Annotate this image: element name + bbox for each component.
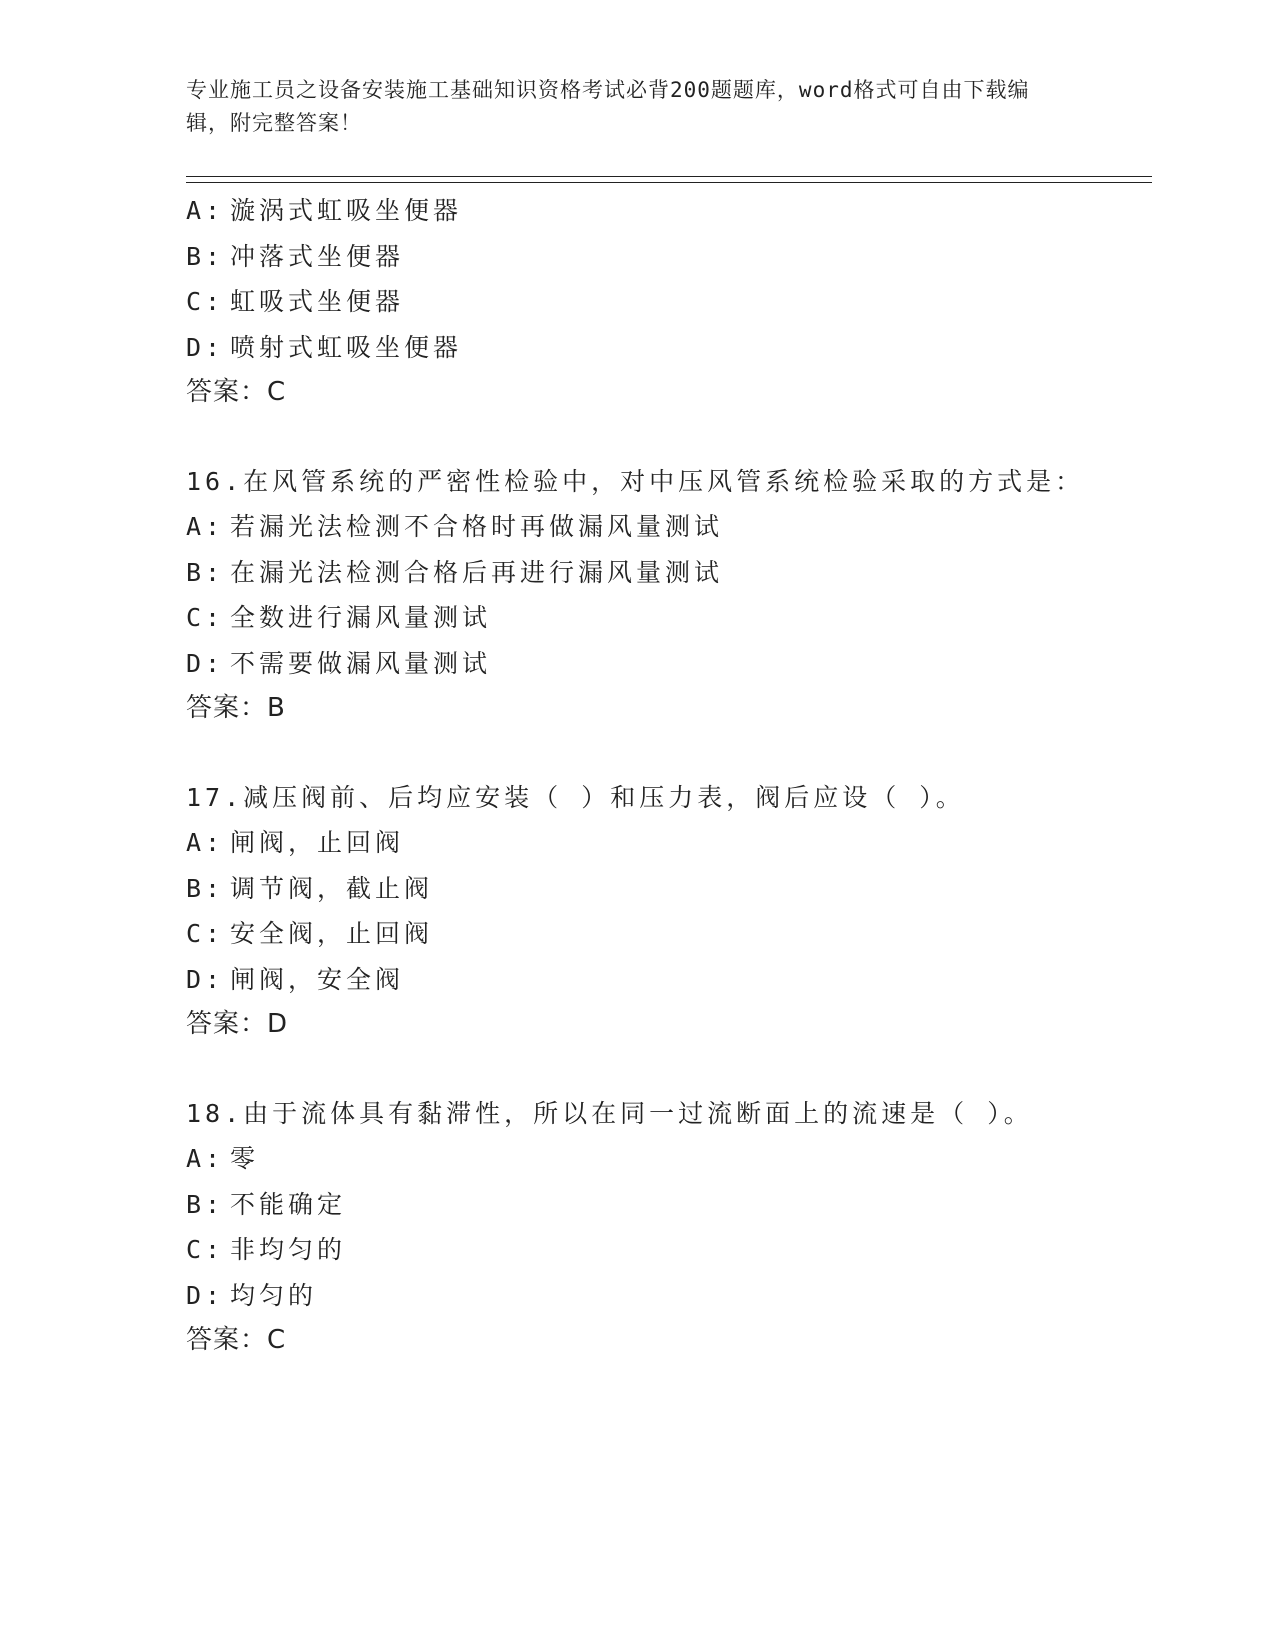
option-b <box>186 866 1152 912</box>
option-text: 全数进行漏风量测试 <box>230 603 492 632</box>
option-d <box>186 1273 1152 1319</box>
header-divider-bottom <box>186 182 1152 183</box>
option-b <box>186 550 1152 596</box>
spacer <box>186 732 1152 775</box>
answer-line: 答案：C <box>186 1325 287 1355</box>
option-a <box>186 188 1152 234</box>
option-label: D: <box>186 648 225 678</box>
option-text: 喷射式虹吸坐便器 <box>230 332 463 362</box>
option-text: 漩涡式虹吸坐便器 <box>230 196 463 225</box>
option-text: 非均匀的 <box>230 1235 347 1264</box>
option-c <box>186 1227 1152 1273</box>
spacer <box>186 1048 1152 1091</box>
option-text: 在漏光法检测合格后再进行漏风量测试 <box>230 557 724 587</box>
option-text: 安全阀，止回阀 <box>230 919 434 948</box>
option-a <box>186 1136 1152 1182</box>
option-label: B: <box>186 557 225 587</box>
option-d <box>186 325 1152 371</box>
option-text: 均匀的 <box>230 1280 318 1310</box>
question-18 <box>186 1091 1152 1364</box>
option-text: 闸阀，安全阀 <box>230 964 405 994</box>
question-16 <box>186 459 1152 732</box>
document-header: 专业施工员之设备安装施工基础知识资格考试必背200题题库，word格式可自由下载编辑，附完整答案！ <box>186 78 1030 135</box>
question-stem: 16.在风管系统的严密性检验中，对中压风管系统检验采取的方式是： <box>186 466 1085 496</box>
answer-line: 答案：D <box>186 1009 289 1039</box>
option-text: 闸阀，止回阀 <box>230 828 405 857</box>
option-label: B: <box>186 873 225 903</box>
option-text: 不需要做漏风量测试 <box>230 648 492 678</box>
question-17 <box>186 775 1152 1048</box>
option-label: D: <box>186 964 225 994</box>
option-label: C: <box>186 603 225 632</box>
option-b <box>186 1182 1152 1228</box>
spacer <box>186 416 1152 459</box>
option-d <box>186 641 1152 687</box>
option-label: A: <box>186 828 225 857</box>
option-d <box>186 957 1152 1003</box>
option-label: D: <box>186 1280 225 1310</box>
option-text: 虹吸式坐便器 <box>230 287 405 316</box>
option-label: B: <box>186 1189 225 1219</box>
option-a <box>186 820 1152 866</box>
option-label: C: <box>186 1235 225 1264</box>
option-c <box>186 595 1152 641</box>
option-text: 不能确定 <box>230 1189 347 1219</box>
option-c <box>186 911 1152 957</box>
option-label: C: <box>186 287 225 316</box>
question-stem: 18.由于流体具有黏滞性，所以在同一过流断面上的流速是（ ）。 <box>186 1098 1033 1128</box>
option-label: D: <box>186 332 225 362</box>
option-label: B: <box>186 241 225 271</box>
option-label: C: <box>186 919 225 948</box>
question-stem: 17.减压阀前、后均应安装（ ）和压力表，阀后应设（ ）。 <box>186 782 965 812</box>
option-b <box>186 234 1152 280</box>
option-text: 冲落式坐便器 <box>230 241 405 271</box>
option-label: A: <box>186 196 225 225</box>
option-a <box>186 504 1152 550</box>
answer-line: 答案：C <box>186 377 287 407</box>
option-label: A: <box>186 1144 225 1173</box>
option-label: A: <box>186 512 225 541</box>
answer-line: 答案：B <box>186 693 286 723</box>
question-15 <box>186 188 1152 416</box>
option-text: 调节阀，截止阀 <box>230 873 434 903</box>
option-text: 零 <box>230 1144 260 1173</box>
option-text: 若漏光法检测不合格时再做漏风量测试 <box>230 512 724 541</box>
question-list <box>186 188 1152 1364</box>
option-c <box>186 279 1152 325</box>
header-divider-top <box>186 176 1152 177</box>
